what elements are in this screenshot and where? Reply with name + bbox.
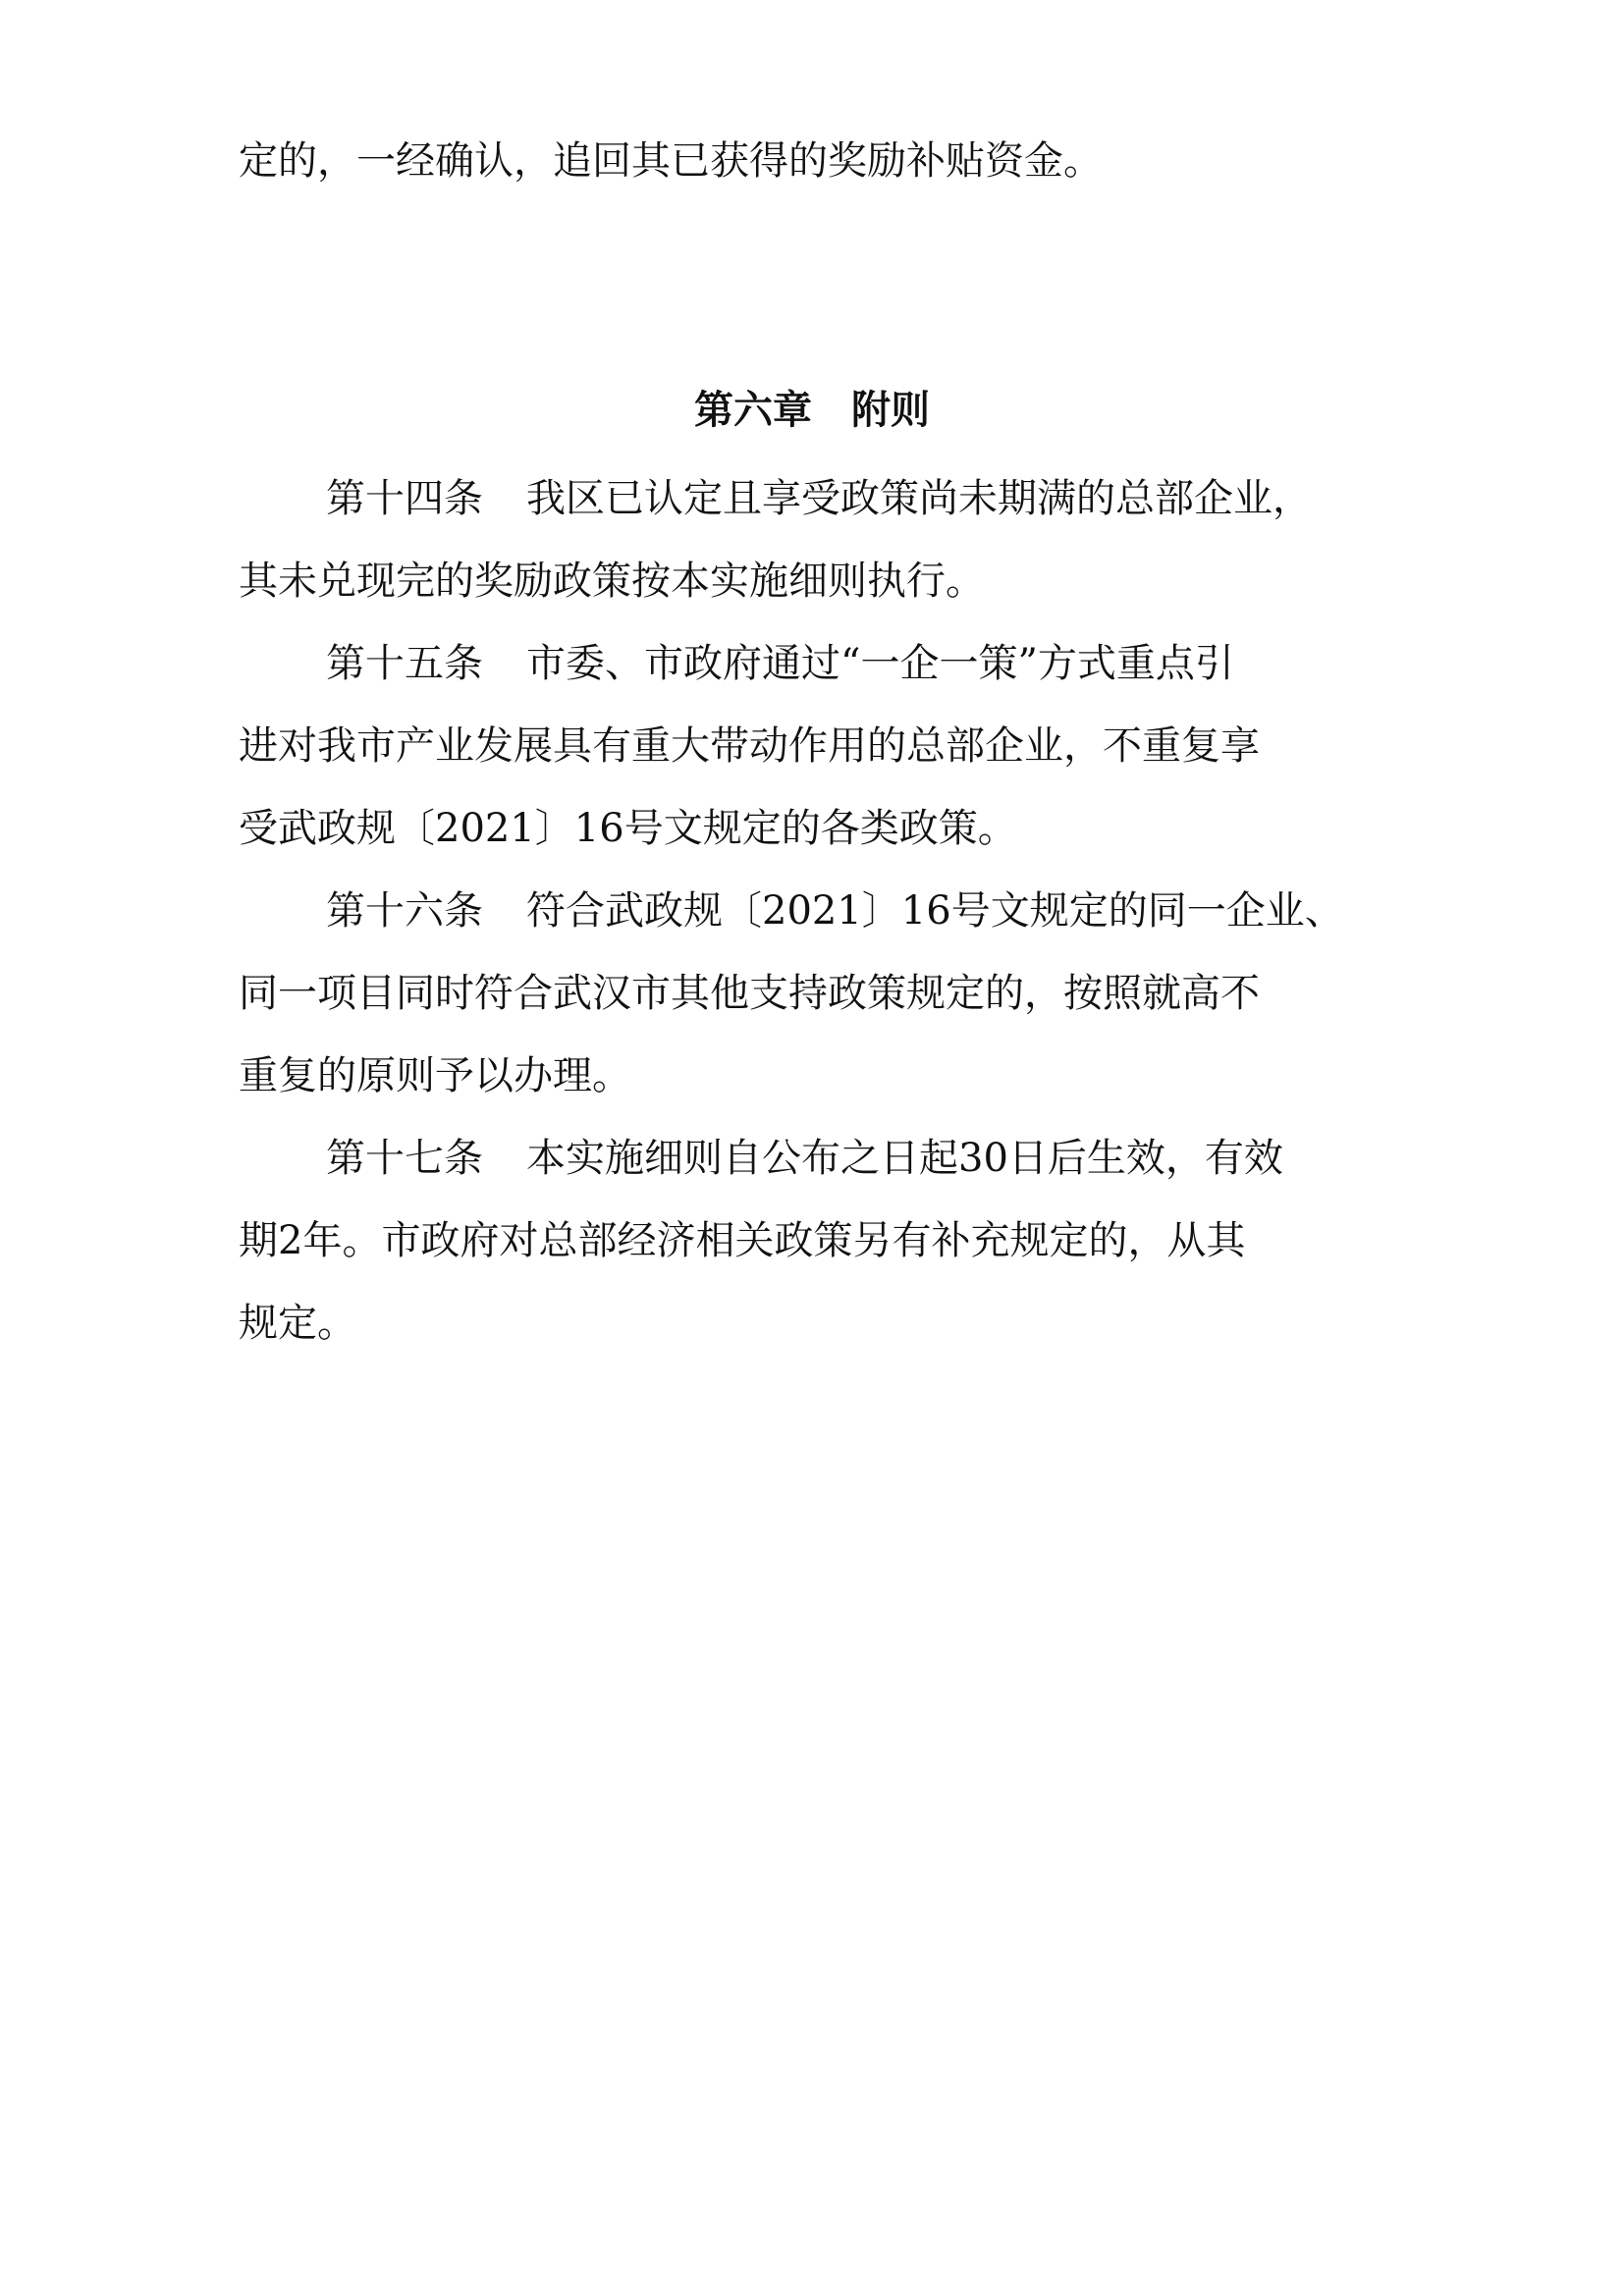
article-15-line-2: 进对我市产业发展具有重大带动作用的总部企业，不重复享 (239, 723, 1260, 769)
article-16-label: 第十六条 (326, 888, 483, 934)
article-17-line-1: 本实施细则自公布之日起30日后生效，有效 (526, 1136, 1283, 1181)
article-17-line-3: 规定。 (239, 1301, 356, 1346)
article-17-first-line (326, 1135, 1283, 1182)
article-15-label: 第十五条 (326, 641, 483, 686)
continuation-line: 定的，一经确认，追回其已获得的奖励补贴资金。 (239, 138, 1103, 184)
article-15-line-3: 受武政规〔2021〕16号文规定的各类政策。 (239, 806, 1017, 851)
article-14-first-line (326, 475, 1312, 522)
article-16-first-line (326, 887, 1344, 934)
article-17-line-2: 期2年。市政府对总部经济相关政策另有补充规定的，从其 (239, 1218, 1246, 1263)
article-14-label: 第十四条 (326, 476, 483, 521)
article-14-line-2: 其未兑现完的奖励政策按本实施细则执行。 (239, 559, 985, 604)
article-15-first-line (326, 640, 1234, 687)
chapter-heading: 第六章 附则 (694, 387, 930, 433)
article-17-label: 第十七条 (326, 1136, 483, 1181)
article-14-line-1: 我区已认定且享受政策尚未期满的总部企业， (526, 476, 1312, 521)
article-15-line-1: 市委、市政府通过“一企一策”方式重点引 (526, 641, 1234, 686)
article-16-line-1: 符合武政规〔2021〕16号文规定的同一企业、 (526, 888, 1344, 934)
article-16-line-2: 同一项目同时符合武汉市其他支持政策规定的，按照就高不 (239, 971, 1260, 1016)
article-16-line-3: 重复的原则予以办理。 (239, 1053, 631, 1098)
